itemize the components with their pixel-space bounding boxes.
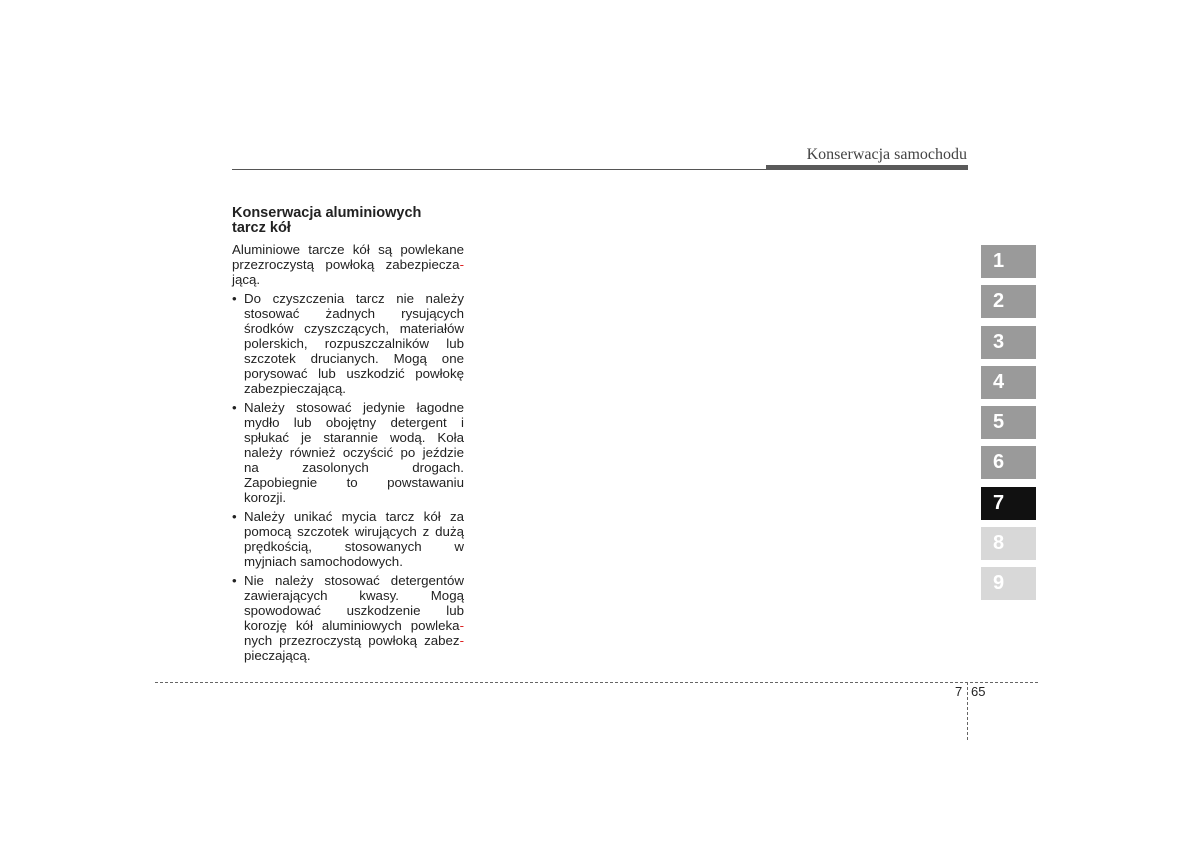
text-line: korozję kół aluminiowych powleka- [244,618,464,633]
text-line: zawierających kwasy. Mogą [244,588,464,603]
heading-line: Konserwacja aluminiowych [232,205,422,221]
chapter-number: 7 [955,684,963,699]
text-line: myjniach samochodowych. [244,554,403,569]
footer-rule [155,682,1038,683]
text-line: stosować żadnych rysujących [244,306,464,321]
text-line: Należy stosować jedynie łagodne [244,400,464,415]
text-line: środków czyszczących, materiałów [244,321,464,336]
bullet-item [232,573,464,663]
text-line: spłukać je starannie wodą. Koła [244,430,464,445]
chapter-tab-6[interactable]: 6 [981,446,1036,479]
chapter-tab-1[interactable]: 1 [981,245,1036,278]
text-line: porysować lub uszkodzić powłokę [244,366,464,381]
chapter-tab-7[interactable]: 7 [981,487,1036,520]
chapter-tab-9[interactable]: 9 [981,567,1036,600]
chapter-tabs [981,245,1036,608]
text-column [232,206,464,663]
text-line: na zasolonych drogach. [244,460,464,475]
text-line: Nie należy stosować detergentów [244,573,464,588]
bullet-icon: • [232,509,237,524]
text-line: przezroczystą powłoką zabezpiecza- [232,257,464,272]
bullet-item [232,400,464,505]
text-line: pomocą szczotek wirujących z dużą [244,524,464,539]
chapter-tab-4[interactable]: 4 [981,366,1036,399]
bullet-icon: • [232,400,237,415]
text-line: Należy unikać mycia tarcz kół za [244,509,464,524]
hyphen: - [459,633,464,648]
section-heading [232,206,464,236]
text-line: korozji. [244,490,287,505]
text-line: prędkością, stosowanych w [244,539,464,554]
bullet-icon: • [232,573,237,588]
footer-divider [967,682,968,740]
chapter-tab-8[interactable]: 8 [981,527,1036,560]
text-line: polerskich, rozpuszczalników lub [244,336,464,351]
hyphen: - [459,618,464,633]
bullet-icon: • [232,291,237,306]
text-line: zabezpieczającą. [244,381,347,396]
bullet-item [232,509,464,569]
heading-line: tarcz kół [232,220,291,236]
text-line: spowodować uszkodzenie lub [244,603,464,618]
text-line: Aluminiowe tarcze kół są powlekane [232,242,464,257]
header-bar [766,165,968,170]
text-line: Do czyszczenia tarcz nie należy [244,291,464,306]
page-number: 65 [971,684,986,699]
text-line: szczotek drucianych. Mogą one [244,351,464,366]
chapter-tab-3[interactable]: 3 [981,326,1036,359]
text-line: należy również oczyścić po jeździe [244,445,464,460]
text-line: jącą. [232,272,261,287]
hyphen: - [459,257,464,272]
text-line: mydło lub obojętny detergent i [244,415,464,430]
text-line: pieczającą. [244,648,311,663]
running-header: Konserwacja samochodu [806,146,967,163]
intro-paragraph [232,242,464,287]
text-line: nych przezroczystą powłoką zabez- [244,633,464,648]
chapter-tab-2[interactable]: 2 [981,285,1036,318]
chapter-tab-5[interactable]: 5 [981,406,1036,439]
bullet-item [232,291,464,396]
header-rule [232,169,766,170]
text-line: Zapobiegnie to powstawaniu [244,475,464,490]
